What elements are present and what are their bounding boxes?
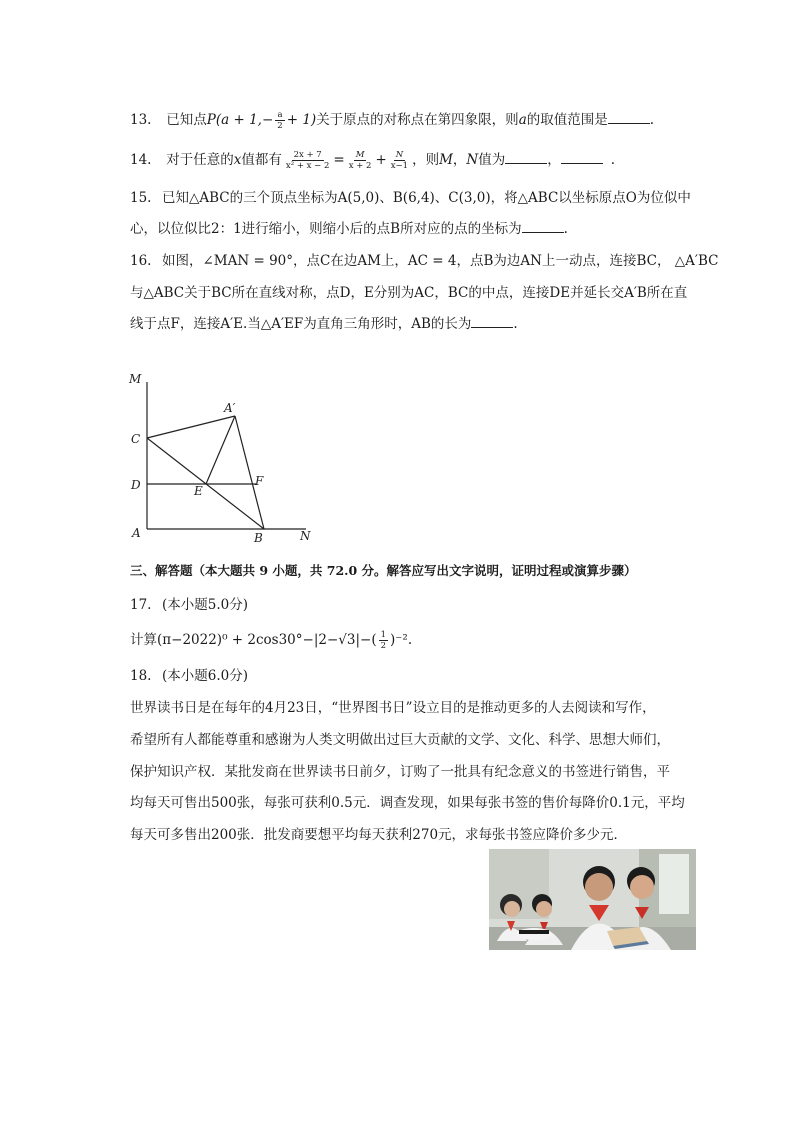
answer-blank[interactable] bbox=[505, 151, 547, 164]
label-b: B bbox=[254, 531, 263, 545]
fraction bbox=[347, 150, 374, 171]
question-text: 对于任意的 bbox=[166, 152, 234, 168]
score-note: (本小题6.0分) bbox=[162, 668, 249, 684]
fraction bbox=[275, 110, 284, 131]
math-var: M bbox=[439, 152, 453, 168]
answer-blank[interactable] bbox=[522, 220, 564, 233]
geometry-diagram bbox=[126, 368, 326, 548]
question-number: 15. bbox=[130, 190, 152, 206]
fraction-numerator: M bbox=[355, 150, 365, 160]
label-e: E bbox=[194, 484, 203, 498]
fraction-denominator: x + 2 bbox=[348, 161, 372, 171]
question-text: 线于点F，连接A′E.当△A′EF为直角三角形时，AB的长为 bbox=[130, 316, 472, 332]
fraction-denominator: x² + x − 2 bbox=[285, 161, 330, 171]
equals-sign: = bbox=[333, 152, 345, 168]
question-number: 18. bbox=[130, 668, 152, 684]
question-text: 保护知识产权．某批发商在世界读书日前夕，订购了一批具有纪念意义的书签进行销售，平 bbox=[130, 764, 670, 780]
question-16-line-3 bbox=[130, 312, 518, 332]
question-18-line-4 bbox=[130, 791, 685, 811]
question-13 bbox=[130, 108, 654, 131]
period: . bbox=[513, 316, 518, 332]
plus-sign: + bbox=[375, 152, 387, 168]
question-text: 心，以位似比2：1进行缩小，则缩小后的点B所对应的点的坐标为 bbox=[130, 221, 522, 237]
question-number: 13. bbox=[130, 112, 152, 128]
reading-photo-illustration bbox=[489, 849, 696, 950]
question-16 bbox=[130, 249, 718, 269]
label-a: A bbox=[132, 526, 141, 540]
reading-photo bbox=[489, 849, 696, 950]
question-text: 值都有 bbox=[241, 152, 282, 168]
fraction bbox=[284, 150, 331, 171]
math-point: P(a + 1,− bbox=[206, 112, 274, 128]
label-d: D bbox=[131, 478, 141, 492]
question-text: 希望所有人都能尊重和感谢为人类文明做出过巨大贡献的文学、文化、科学、思想大师们， bbox=[130, 732, 670, 748]
math-point-end: + 1) bbox=[286, 112, 317, 128]
question-14 bbox=[130, 148, 615, 171]
question-15-line-2 bbox=[130, 217, 568, 237]
fraction-denominator: 2 bbox=[277, 121, 283, 131]
fraction bbox=[379, 630, 388, 651]
question-18-line-3 bbox=[130, 760, 670, 780]
question-text: 与△ABC关于BC所在直线对称，点D，E分别为AC，BC的中点，连接DE并延长交A′B所在直 bbox=[130, 285, 688, 301]
fraction-numerator: 2x + 7 bbox=[293, 150, 322, 160]
question-text: 世界读书日是在每年的4月23日，“世界图书日”设立目的是推动更多的人去阅读和写作， bbox=[130, 700, 656, 716]
answer-blank[interactable] bbox=[561, 151, 603, 164]
fraction-numerator: 1 bbox=[380, 630, 387, 640]
question-16-line-2 bbox=[130, 281, 687, 301]
period: . bbox=[610, 152, 616, 168]
section-title bbox=[130, 561, 637, 579]
comma: ， bbox=[547, 152, 561, 168]
label-a-prime: A′ bbox=[224, 401, 236, 415]
question-text: 如图，∠MAN = 90°，点C在边AM上，AC = 4，点B为边AN上一动点，连接BC， △A′BC bbox=[162, 253, 719, 269]
question-text: 值为 bbox=[478, 152, 506, 168]
question-text: 关于原点的对称点在第四象限，则 bbox=[316, 112, 519, 128]
math-var: N bbox=[466, 152, 479, 168]
answer-blank[interactable] bbox=[471, 315, 513, 328]
question-18-header bbox=[130, 664, 248, 684]
score-note: (本小题5.0分) bbox=[162, 597, 249, 613]
question-text: 均每天可售出500张，每张可获利0.5元．调查发现，如果每张书签的售价每降价0.1元，平均 bbox=[130, 795, 685, 811]
question-17 bbox=[130, 628, 412, 651]
question-17-header bbox=[130, 593, 248, 613]
fraction-numerator: a bbox=[277, 110, 283, 120]
segment-a-prime-b bbox=[235, 416, 264, 529]
fraction-denominator: x−1 bbox=[390, 161, 409, 171]
label-f: F bbox=[255, 474, 264, 488]
period: . bbox=[649, 112, 655, 128]
geometry-figure bbox=[126, 368, 326, 552]
question-text: ，则 bbox=[412, 152, 440, 168]
fraction-numerator: N bbox=[395, 150, 404, 160]
comma: ， bbox=[452, 152, 467, 168]
segment-a-prime-e bbox=[206, 416, 235, 484]
question-text: 每天可多售出200张．批发商要想平均每天获利270元，求每张书签应降价多少元． bbox=[130, 827, 628, 843]
math-expression-end: )⁻². bbox=[390, 632, 413, 648]
fraction-denominator: 2 bbox=[380, 641, 387, 651]
label-c: C bbox=[131, 432, 141, 446]
math-var: x bbox=[233, 152, 242, 168]
label-m: M bbox=[129, 372, 142, 386]
section-heading: 三、解答题（本大题共 9 小题，共 72.0 分。解答应写出文字说明，证明过程或演算步骤） bbox=[130, 563, 637, 578]
question-number: 16. bbox=[130, 253, 152, 269]
question-15 bbox=[130, 186, 691, 206]
math-var: a bbox=[518, 112, 527, 128]
question-text: 已知点 bbox=[166, 112, 207, 128]
question-number: 14. bbox=[130, 152, 152, 168]
question-18-line-1 bbox=[130, 696, 656, 716]
question-18-line-5 bbox=[130, 823, 627, 843]
question-number: 17. bbox=[130, 597, 152, 613]
question-text: 的取值范围是 bbox=[526, 112, 608, 128]
question-18-line-2 bbox=[130, 728, 670, 748]
fraction bbox=[389, 150, 410, 171]
period: . bbox=[563, 221, 568, 237]
segment-ca-prime bbox=[147, 416, 235, 438]
label-n: N bbox=[300, 529, 311, 543]
question-text: 已知△ABC的三个顶点坐标为A(5,0)、B(6,4)、C(3,0)，将△ABC以坐标原点O为位似中 bbox=[162, 190, 691, 206]
math-expression: 计算(π−2022)⁰ + 2cos30°−|2−√3|−( bbox=[130, 632, 377, 648]
answer-blank[interactable] bbox=[608, 111, 650, 124]
